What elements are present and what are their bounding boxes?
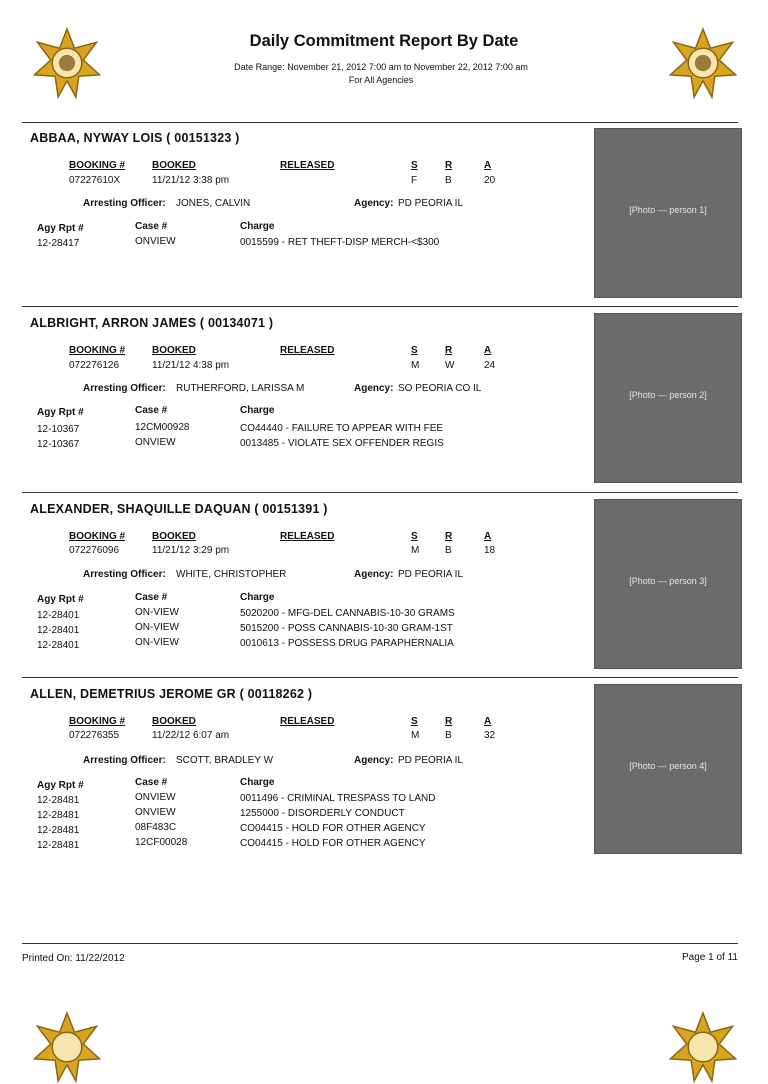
booking-header: BOOKING # [69, 531, 126, 542]
sex-header: S [411, 160, 418, 171]
age-header: A [484, 716, 492, 727]
arresting-officer-label: Arresting Officer: [83, 755, 166, 766]
case-header: Case # [135, 405, 168, 416]
agy-rpt-header: Agy Rpt # [37, 223, 84, 234]
agency-value: PD PEORIA IL [398, 198, 464, 209]
case-value: ON-VIEW [135, 637, 179, 648]
case-header: Case # [135, 592, 168, 603]
charge-value: 0010613 - POSSESS DRUG PARAPHERNALIA [240, 638, 454, 649]
case-value: ON-VIEW [135, 607, 179, 618]
agy-rpt-value: 12-28481 [37, 795, 80, 806]
case-value: 12CF00028 [135, 837, 188, 848]
booking-header: BOOKING # [69, 160, 126, 171]
race-value: B [445, 545, 452, 556]
agy-rpt-header: Agy Rpt # [37, 594, 84, 605]
released-header: RELEASED [280, 345, 335, 356]
race-value: B [445, 175, 452, 186]
age-header: A [484, 531, 492, 542]
agy-rpt-value: 12-28481 [37, 810, 80, 821]
charge-value: CO04415 - HOLD FOR OTHER AGENCY [240, 838, 426, 849]
agy-rpt-value: 12-28417 [37, 238, 80, 249]
agy-rpt-value: 12-28401 [37, 640, 80, 651]
race-value: B [445, 730, 452, 741]
inmate-name: ALLEN, DEMETRIUS JEROME GR ( 00118262 ) [30, 687, 313, 701]
charge-value: CO04415 - HOLD FOR OTHER AGENCY [240, 823, 426, 834]
agency-label: Agency: [354, 569, 394, 580]
sex-value: M [411, 730, 420, 741]
agy-rpt-value: 12-10367 [37, 439, 80, 450]
released-header: RELEASED [280, 531, 335, 542]
divider [22, 306, 738, 307]
case-value: 12CM00928 [135, 422, 190, 433]
sex-header: S [411, 716, 418, 727]
case-value: ON-VIEW [135, 622, 179, 633]
inmate-photo-placeholder [594, 313, 742, 483]
case-value: ONVIEW [135, 792, 176, 803]
booked-datetime: 11/22/12 6:07 am [152, 730, 230, 741]
agy-rpt-header: Agy Rpt # [37, 780, 84, 791]
inmate-photo-placeholder [594, 128, 742, 298]
case-header: Case # [135, 221, 168, 232]
agy-rpt-value: 12-10367 [37, 424, 80, 435]
charge-header: Charge [240, 777, 275, 788]
arresting-officer-name: JONES, CALVIN [176, 198, 251, 209]
booking-number: 072276096 [69, 545, 120, 556]
inmate-name: ALBRIGHT, ARRON JAMES ( 00134071 ) [30, 316, 274, 330]
race-value: W [445, 360, 455, 371]
booked-datetime: 11/21/12 3:29 pm [152, 545, 230, 556]
booked-header: BOOKED [152, 160, 196, 171]
page-number: Page 1 of 11 [682, 952, 738, 963]
arresting-officer-label: Arresting Officer: [83, 198, 166, 209]
charge-value: CO44440 - FAILURE TO APPEAR WITH FEE [240, 423, 444, 434]
agy-rpt-value: 12-28481 [37, 840, 80, 851]
booking-number: 072276355 [69, 730, 120, 741]
agencies-filter: For All Agencies [348, 75, 414, 85]
agency-value: PD PEORIA IL [398, 569, 464, 580]
released-header: RELEASED [280, 160, 335, 171]
arresting-officer-name: WHITE, CHRISTOPHER [176, 569, 287, 580]
charge-value: 1255000 - DISORDERLY CONDUCT [240, 808, 405, 819]
age-value: 24 [484, 360, 496, 371]
sex-value: F [411, 175, 418, 186]
case-value: ONVIEW [135, 236, 176, 247]
agy-rpt-value: 12-28401 [37, 625, 80, 636]
charge-value: 5015200 - POSS CANNABIS-10-30 GRAM-1ST [240, 623, 453, 634]
booked-header: BOOKED [152, 531, 196, 542]
age-value: 18 [484, 545, 496, 556]
booked-header: BOOKED [152, 716, 196, 727]
arresting-officer-name: RUTHERFORD, LARISSA M [176, 383, 305, 394]
booked-datetime: 11/21/12 4:38 pm [152, 360, 230, 371]
charge-value: 0015599 - RET THEFT-DISP MERCH-<$300 [240, 237, 440, 248]
inmate-name: ALEXANDER, SHAQUILLE DAQUAN ( 00151391 ) [30, 502, 328, 516]
photo-placeholder-label: [Photo — person 1] [629, 205, 707, 215]
inmate-name: ABBAA, NYWAY LOIS ( 00151323 ) [30, 131, 240, 145]
race-header: R [445, 716, 453, 727]
age-header: A [484, 345, 492, 356]
sheriff-badge-icon [30, 1010, 104, 1084]
case-value: ONVIEW [135, 807, 176, 818]
agency-label: Agency: [354, 755, 394, 766]
agy-rpt-header: Agy Rpt # [37, 407, 84, 418]
booked-datetime: 11/21/12 3:38 pm [152, 175, 230, 186]
booked-header: BOOKED [152, 345, 196, 356]
race-header: R [445, 160, 453, 171]
inmate-photo-placeholder [594, 684, 742, 854]
sex-value: M [411, 545, 420, 556]
agency-value: SO PEORIA CO IL [398, 383, 482, 394]
charge-header: Charge [240, 592, 275, 603]
booking-header: BOOKING # [69, 345, 126, 356]
agy-rpt-value: 12-28481 [37, 825, 80, 836]
divider [22, 492, 738, 493]
photo-placeholder-label: [Photo — person 4] [629, 761, 707, 771]
charge-header: Charge [240, 405, 275, 416]
date-range: Date Range: November 21, 2012 7:00 am to November 22, 2012 7:00 am [234, 62, 528, 72]
divider [22, 122, 738, 123]
sheriff-badge-icon [666, 1010, 740, 1084]
age-value: 32 [484, 730, 496, 741]
race-header: R [445, 531, 453, 542]
photo-placeholder-label: [Photo — person 2] [629, 390, 707, 400]
sex-header: S [411, 345, 418, 356]
agy-rpt-value: 12-28401 [37, 610, 80, 621]
charge-value: 0013485 - VIOLATE SEX OFFENDER REGIS [240, 438, 444, 449]
footer-divider [22, 943, 738, 944]
arresting-officer-name: SCOTT, BRADLEY W [176, 755, 274, 766]
booking-header: BOOKING # [69, 716, 126, 727]
divider [22, 677, 738, 678]
inmate-photo-placeholder [594, 499, 742, 669]
case-value: ONVIEW [135, 437, 176, 448]
agency-label: Agency: [354, 383, 394, 394]
sex-value: M [411, 360, 420, 371]
case-header: Case # [135, 777, 168, 788]
case-value: 08F483C [135, 822, 177, 833]
charge-value: 5020200 - MFG-DEL CANNABIS-10-30 GRAMS [240, 608, 455, 619]
booking-number: 072276126 [69, 360, 120, 371]
agency-value: PD PEORIA IL [398, 755, 464, 766]
agency-label: Agency: [354, 198, 394, 209]
race-header: R [445, 345, 453, 356]
printed-on: Printed On: 11/22/2012 [22, 953, 125, 964]
arresting-officer-label: Arresting Officer: [83, 569, 166, 580]
arresting-officer-label: Arresting Officer: [83, 383, 166, 394]
released-header: RELEASED [280, 716, 335, 727]
report-title: Daily Commitment Report By Date [249, 32, 519, 50]
charge-value: 0011496 - CRIMINAL TRESPASS TO LAND [240, 793, 436, 804]
sex-header: S [411, 531, 418, 542]
age-header: A [484, 160, 492, 171]
charge-header: Charge [240, 221, 275, 232]
age-value: 20 [484, 175, 496, 186]
photo-placeholder-label: [Photo — person 3] [629, 576, 707, 586]
booking-number: 07227610X [69, 175, 121, 186]
